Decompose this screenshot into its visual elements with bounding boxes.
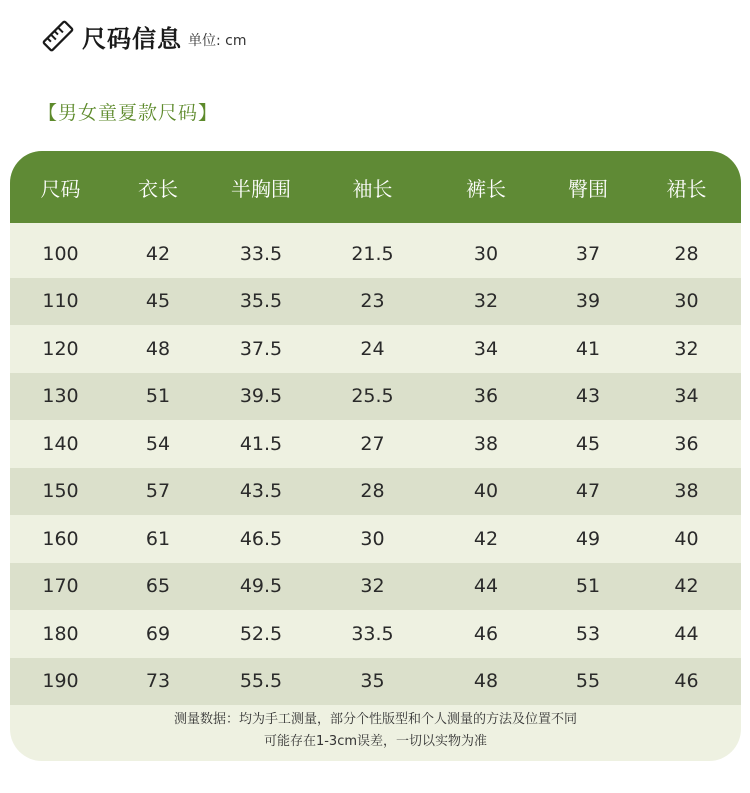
table-cell: 46 [674, 670, 699, 693]
table-cell: 35.5 [239, 290, 283, 313]
table-row [10, 373, 741, 421]
table-row [10, 468, 741, 516]
size-table [10, 151, 741, 761]
table-cell: 41.5 [239, 432, 283, 455]
table-cell: 23 [360, 290, 385, 313]
table-cell: 32 [674, 337, 699, 360]
table-cell: 39 [575, 290, 601, 313]
table-cell: 44 [674, 622, 699, 645]
table-cell: 36 [473, 385, 499, 408]
table-row [10, 230, 741, 278]
table-cell: 69 [145, 622, 171, 645]
table-cell: 45 [575, 432, 601, 455]
table-cell: 180 [42, 622, 79, 645]
table-cell: 52.5 [239, 622, 283, 645]
table-cell: 33.5 [351, 622, 394, 645]
table-cell: 40 [674, 527, 699, 550]
table-cell: 120 [42, 337, 79, 360]
table-cell: 40 [473, 480, 499, 503]
table-cell: 48 [473, 670, 499, 693]
table-cell: 49 [575, 527, 601, 550]
section-header [40, 18, 247, 54]
table-cell: 110 [42, 290, 79, 313]
table-cell: 34 [674, 385, 699, 408]
table-cell: 38 [473, 432, 499, 455]
table-cell: 47 [575, 480, 601, 503]
column-header: 裙长 [666, 176, 707, 201]
column-header: 袖长 [352, 176, 393, 201]
table-cell: 32 [360, 575, 385, 598]
table-cell: 37 [575, 242, 601, 265]
table-cell: 24 [360, 337, 385, 360]
table-cell: 32 [473, 290, 499, 313]
table-cell: 51 [145, 385, 171, 408]
table-subtitle: 【男女童夏款尺码】 [38, 102, 219, 124]
table-cell: 39.5 [239, 385, 283, 408]
table-body [10, 223, 741, 705]
table-cell: 21.5 [351, 242, 394, 265]
table-cell: 46.5 [239, 527, 283, 550]
table-cell: 41 [575, 337, 601, 360]
table-cell: 33.5 [239, 242, 283, 265]
table-cell: 35 [360, 670, 385, 693]
table-cell: 55.5 [239, 670, 283, 693]
table-row [10, 563, 741, 611]
table-cell: 36 [674, 432, 699, 455]
table-cell: 42 [674, 575, 699, 598]
table-cell: 46 [473, 622, 499, 645]
table-cell: 65 [145, 575, 171, 598]
table-row [10, 278, 741, 326]
table-cell: 30 [360, 527, 385, 550]
table-cell: 38 [674, 480, 699, 503]
table-cell: 28 [360, 480, 385, 503]
note-line-1: 测量数据：均为手工测量，部分个性版型和个人测量的方法及位置不同 [173, 712, 577, 727]
table-cell: 30 [674, 290, 699, 313]
table-cell: 27 [360, 432, 385, 455]
table-cell: 28 [674, 242, 699, 265]
table-cell: 190 [42, 670, 79, 693]
column-header: 半胸围 [231, 176, 291, 201]
table-cell: 100 [42, 242, 79, 265]
table-cell: 25.5 [351, 385, 394, 408]
column-header: 衣长 [138, 176, 178, 201]
table-cell: 170 [42, 575, 79, 598]
table-cell: 49.5 [239, 575, 283, 598]
table-cell: 44 [473, 575, 499, 598]
table-cell: 30 [473, 242, 499, 265]
table-cell: 37.5 [239, 337, 283, 360]
table-row [10, 420, 741, 468]
table-cell: 51 [575, 575, 601, 598]
table-cell: 57 [145, 480, 171, 503]
table-cell: 43 [575, 385, 601, 408]
unit-label: 单位: cm [188, 33, 247, 49]
table-row [10, 610, 741, 658]
table-cell: 61 [145, 527, 171, 550]
table-cell: 34 [473, 337, 499, 360]
column-header: 裤长 [466, 176, 506, 201]
column-header: 尺码 [40, 176, 81, 201]
table-cell: 55 [575, 670, 601, 693]
table-cell: 43.5 [239, 480, 283, 503]
table-cell: 160 [42, 527, 79, 550]
table-cell: 53 [575, 622, 601, 645]
table-cell: 73 [145, 670, 171, 693]
column-header: 臀围 [568, 176, 608, 201]
table-row [10, 325, 741, 373]
measurement-note [10, 709, 741, 753]
table-header-row [10, 151, 741, 223]
ruler-icon [40, 18, 76, 54]
table-cell: 45 [145, 290, 171, 313]
table-cell: 140 [42, 432, 79, 455]
table-cell: 150 [42, 480, 79, 503]
table-cell: 42 [145, 242, 171, 265]
table-row [10, 658, 741, 706]
table-cell: 48 [145, 337, 171, 360]
table-cell: 54 [145, 432, 171, 455]
note-line-2: 可能存在1-3cm误差，一切以实物为准 [263, 734, 488, 749]
table-cell: 130 [42, 385, 79, 408]
page-title: 尺码信息 [82, 24, 182, 53]
table-row [10, 515, 741, 563]
table-cell: 42 [473, 527, 499, 550]
